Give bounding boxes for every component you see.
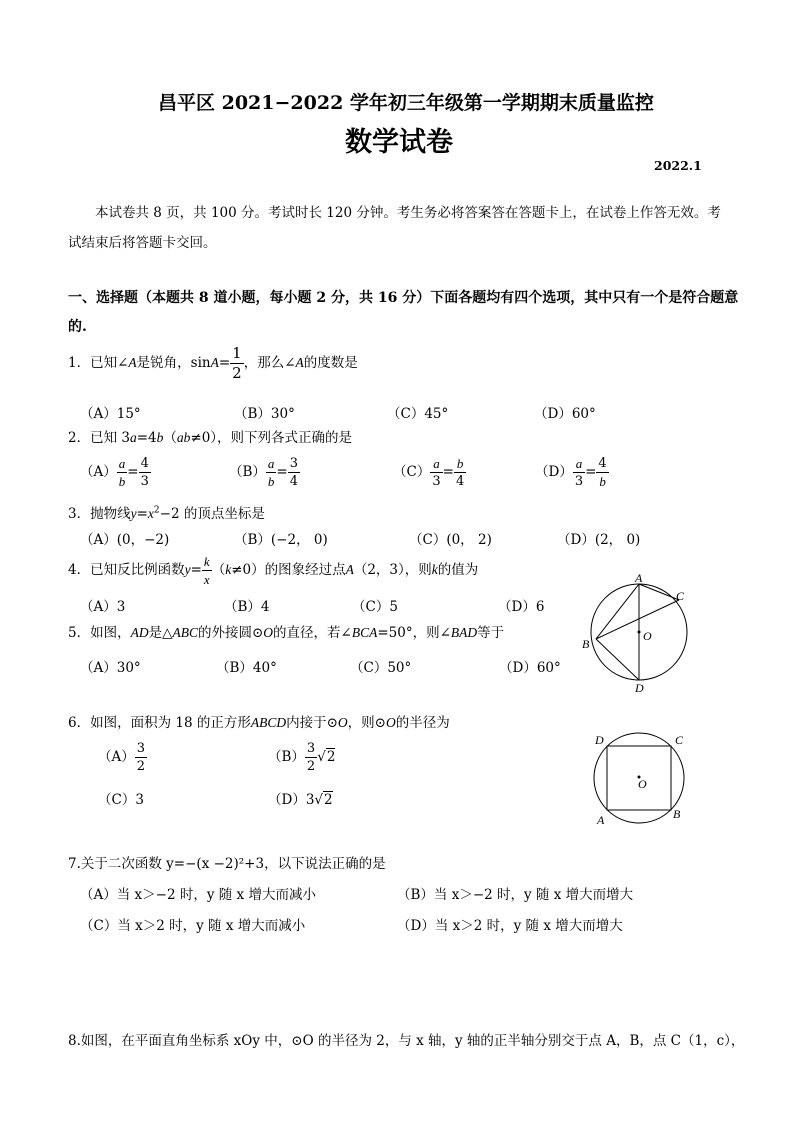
q2-option-c[interactable]: （C） $\frac{a}{3}$ = $\frac{b}{4}$ [393, 456, 465, 489]
question-3-stem: 3．抛物线$y=x^2-2$ 的顶点坐标是 [68, 505, 265, 522]
q6-option-a[interactable]: （A） $\frac{3}{2}$ [98, 741, 146, 774]
question-2-stem: 2．已知 3a=4b（ab≠0），则下列各式正确的是 [68, 430, 353, 446]
q6-label-b: B [673, 807, 681, 821]
q1-option-b[interactable]: （B）30° [234, 406, 295, 422]
q3-option-d[interactable]: （D）(2， 0) [557, 532, 641, 548]
q6-label-d: D [595, 733, 604, 747]
q4-option-b[interactable]: （B）4 [224, 599, 270, 615]
question-8-stem: 8.如图，在平面直角坐标系 xOy 中，⊙O 的半径为 2，与 x 轴，y 轴的正半轴分别交于点 A，B，点 C（1，c）， [68, 1033, 745, 1049]
q3-option-a[interactable]: （A）(0，−2) [80, 532, 170, 548]
q5-label-d: D [635, 681, 644, 695]
q6-label-a: A [597, 813, 605, 827]
q2-option-b[interactable]: （B） $\frac{a}{b}$ = $\frac{3}{4}$ [229, 456, 299, 489]
question-7-stem: 7.关于二次函数 y=−(x −2)²+3，以下说法正确的是 [68, 856, 386, 872]
question-5-stem: 5．如图，AD是△ABC的外接圆⊙O的直径，若∠BCA=50°，则∠BAD等于 [68, 625, 505, 641]
q5-label-b: B [582, 637, 590, 651]
q3-option-c[interactable]: （C）(0， 2) [409, 532, 492, 548]
q5-circle-figure [575, 570, 700, 695]
q5-segment-ac [639, 584, 679, 600]
q5-option-a[interactable]: （A）30° [80, 660, 141, 676]
q1-option-a[interactable]: （A）15° [80, 406, 141, 422]
intro-line-2: 试结束后将答题卡交回。 [68, 235, 217, 251]
q1-option-d[interactable]: （D）60° [534, 406, 596, 422]
q3-option-b[interactable]: （B）(−2， 0) [234, 532, 328, 548]
section-1-heading-cont: 的. [68, 319, 87, 335]
q5-option-c[interactable]: （C）50° [350, 660, 412, 676]
q6-square-figure [585, 728, 695, 828]
q5-segment-bc [596, 600, 679, 639]
q7-option-d[interactable]: （D）当 x＞2 时，y 随 x 增大而增大 [397, 918, 623, 934]
subject-title: 数学试卷 [345, 127, 453, 158]
q5-option-d[interactable]: （D）60° [499, 660, 561, 676]
q4-option-a[interactable]: （A）3 [80, 599, 126, 615]
q6-option-b[interactable]: （B） $\frac{3}{2}$ √2 [268, 741, 336, 774]
q7-option-a[interactable]: （A）当 x＞−2 时，y 随 x 增大而减小 [80, 887, 316, 903]
q5-label-a: A [635, 571, 643, 585]
q4-option-d[interactable]: （D）6 [498, 599, 545, 615]
q5-segment-bd [596, 639, 639, 680]
q6-label-o: O [638, 777, 647, 791]
section-1-heading: 一、选择题（本题共 8 道小题，每小题 2 分，共 16 分）下面各题均有四个选项，其中只有一个是符合题意 [68, 290, 739, 306]
intro-line-1: 本试卷共 8 页，共 100 分。考试时长 120 分钟。考生务必将答案答在答题卡上，在试卷上作答无效。考 [95, 205, 721, 221]
q6-option-c[interactable]: （C）3 [98, 792, 144, 808]
exam-date: 2022.1 [654, 158, 702, 173]
q7-option-c[interactable]: （C）当 x＞2 时，y 随 x 增大而减小 [80, 918, 306, 934]
q6-option-d[interactable]: （D）3√2 [268, 792, 333, 808]
q4-option-c[interactable]: （C）5 [352, 599, 398, 615]
q5-center-dot [638, 631, 641, 634]
q2-option-d[interactable]: （D） $\frac{a}{3}$ = $\frac{4}{b}$ [535, 456, 607, 489]
exam-title: 昌平区 2021−2022 学年初三年级第一学期期末质量监控 [158, 92, 654, 114]
q7-option-b[interactable]: （B）当 x＞−2 时，y 随 x 增大而增大 [397, 887, 634, 903]
question-1-stem: 1．已知∠A是锐角，sinA= $\frac{1}{2}$ ，那么∠A的度数是 [68, 344, 358, 382]
q6-label-c: C [675, 733, 684, 747]
q5-label-o: O [643, 629, 652, 643]
q1-option-c[interactable]: （C）45° [387, 406, 449, 422]
question-4-stem: 4．已知反比例函数y= $\frac{k}{x}$ （k≠0）的图象经过点A（2，3），则k的值为 [68, 554, 479, 587]
q2-option-a[interactable]: （A） $\frac{a}{b}$ = $\frac{4}{3}$ [80, 456, 149, 489]
q5-segment-ab [596, 584, 639, 639]
q5-label-c: C [676, 589, 685, 603]
question-6-stem: 6．如图，面积为 18 的正方形ABCD内接于⊙O，则⊙O的半径为 [68, 715, 450, 731]
q5-option-b[interactable]: （B）40° [216, 660, 277, 676]
